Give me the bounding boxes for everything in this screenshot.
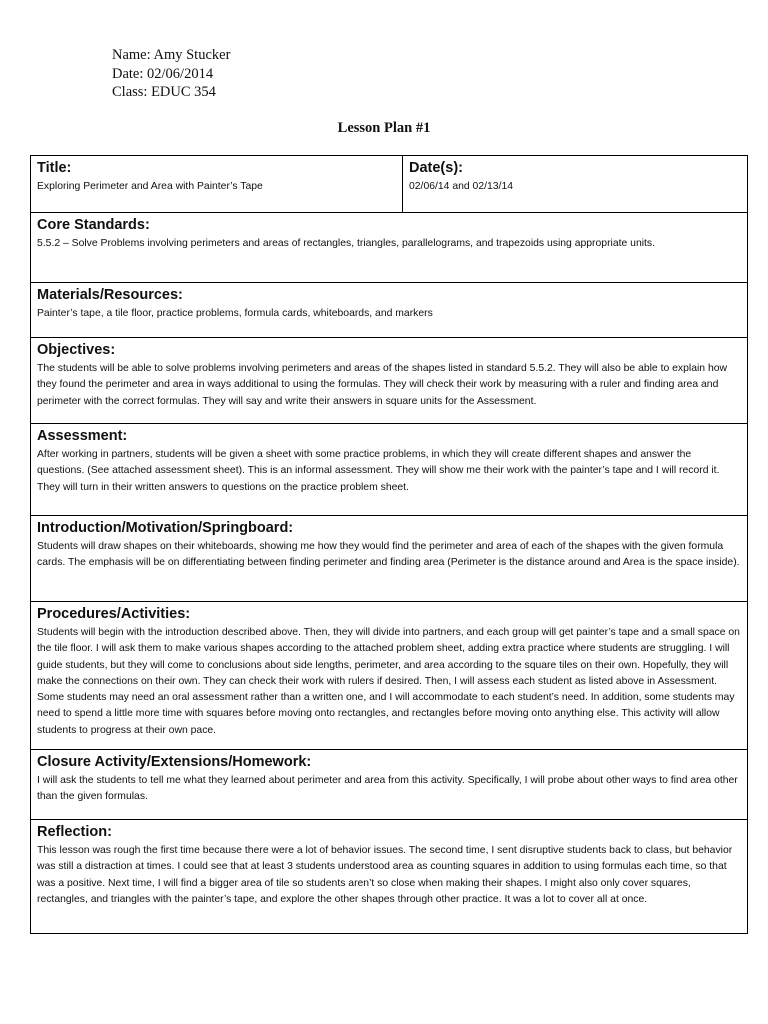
introduction-cell (31, 516, 748, 602)
assessment-row (31, 424, 748, 516)
closure-text: I will ask the students to tell me what they learned about perimeter and area from this activity. Specifically, I will probe about other ways to find area other than the given formulas. (37, 775, 738, 803)
procedures-text: Students will begin with the introduction described above. Then, they will divide into partners, and each group will get painter’s tape and a small space on the tile floor. I will ask them to make various shapes according to the attached problem sheet, adding extra practice where students are struggling. I will guide students, but they will come to conclusions about side lengths, perimeter, and area according to the square tiles on their own. Hopefully, they will make the connections on their own. They can check their work with rulers if desired. Then, I will assess each student as listed above in Assessment. Some students may need an oral assessment rather than a written one, and I will accommodate to each student’s need. In addition, some students may need to spend a little more time with squares before moving onto rectangles, and rectangles before moving onto anything else. This activity will allow students to progress at their own pace. (37, 627, 740, 736)
core-standards-text: 5.5.2 – Solve Problems involving perimeters and areas of rectangles, triangles, parallelograms, and trapezoids using appropriate units. (37, 238, 656, 249)
reflection-heading: Reflection: (37, 824, 112, 840)
student-name: Name: Amy Stucker (112, 47, 231, 63)
core-standards-cell (31, 213, 748, 283)
dates-heading: Date(s): (409, 160, 463, 176)
document-date: Date: 02/06/2014 (112, 65, 214, 82)
closure-cell (31, 750, 748, 820)
objectives-cell (31, 338, 748, 424)
core-standards-heading: Core Standards: (37, 217, 150, 233)
introduction-text: Students will draw shapes on their whiteboards, showing me how they would find the perimeter and area of each of the shapes with the given formula cards. The emphasis will be on differentiating between finding perimeter and finding area (Perimeter is the distance around and Area is the space inside). (37, 541, 740, 569)
objectives-row (31, 338, 748, 424)
dates-cell (403, 156, 748, 213)
document-header (112, 46, 230, 102)
reflection-text: This lesson was rough the first time because there were a lot of behavior issues. The second time, I sent disruptive students back to class, but behavior was still a distraction at times. I could see that at least 3 students understood area as counting squares in addition to using formulas each time, so that was a positive. Next time, I will find a bigger area of tile so students aren’t so close when making their shapes. I might also only cover squares, rectangles, and triangles with the painter’s tape, and explore the other shapes through other practice. It was a lot to cover all at once. (37, 845, 733, 905)
title-cell (31, 156, 403, 213)
objectives-text: The students will be able to solve problems involving perimeters and areas of the shapes listed in standard 5.5.2. They will also be able to explain how they found the perimeter and area in ways additional to using the formulas. They will check their work by measuring with a ruler and finding area and perimeter with the correct formulas. They will say and write their answers in square units for the Assessment. (37, 363, 728, 407)
reflection-row (31, 820, 748, 934)
class-name: Class: EDUC 354 (112, 84, 216, 100)
closure-row (31, 750, 748, 820)
title-heading: Title: (37, 160, 72, 176)
objectives-heading: Objectives: (37, 342, 116, 358)
procedures-cell (31, 602, 748, 750)
reflection-cell (31, 820, 748, 934)
lesson-plan-title: Lesson Plan #1 (337, 120, 431, 136)
assessment-cell (31, 424, 748, 516)
title-row (31, 156, 748, 213)
closure-heading: Closure Activity/Extensions/Homework: (37, 754, 312, 770)
materials-cell (31, 283, 748, 338)
introduction-heading: Introduction/Motivation/Springboard: (37, 520, 294, 536)
core-standards-row (31, 213, 748, 283)
introduction-row (31, 516, 748, 602)
dates-text: 02/06/14 and 02/13/14 (409, 181, 514, 192)
title-text: Exploring Perimeter and Area with Painter’s Tape (37, 181, 263, 192)
procedures-heading: Procedures/Activities: (37, 606, 191, 622)
lesson-plan-table (30, 155, 748, 934)
materials-heading: Materials/Resources: (37, 287, 183, 303)
materials-text: Painter’s tape, a tile floor, practice problems, formula cards, whiteboards, and markers (37, 308, 433, 319)
procedures-row (31, 602, 748, 750)
assessment-heading: Assessment: (37, 428, 128, 444)
materials-row (31, 283, 748, 338)
assessment-text: After working in partners, students will be given a sheet with some practice problems, in which they will create different shapes and answer the questions. (See attached assessment sheet). This is an informal assessment. They will show me their work with the painter’s tape and I will record it. They will turn in their written answers to questions on the practice problem sheet. (37, 449, 720, 493)
